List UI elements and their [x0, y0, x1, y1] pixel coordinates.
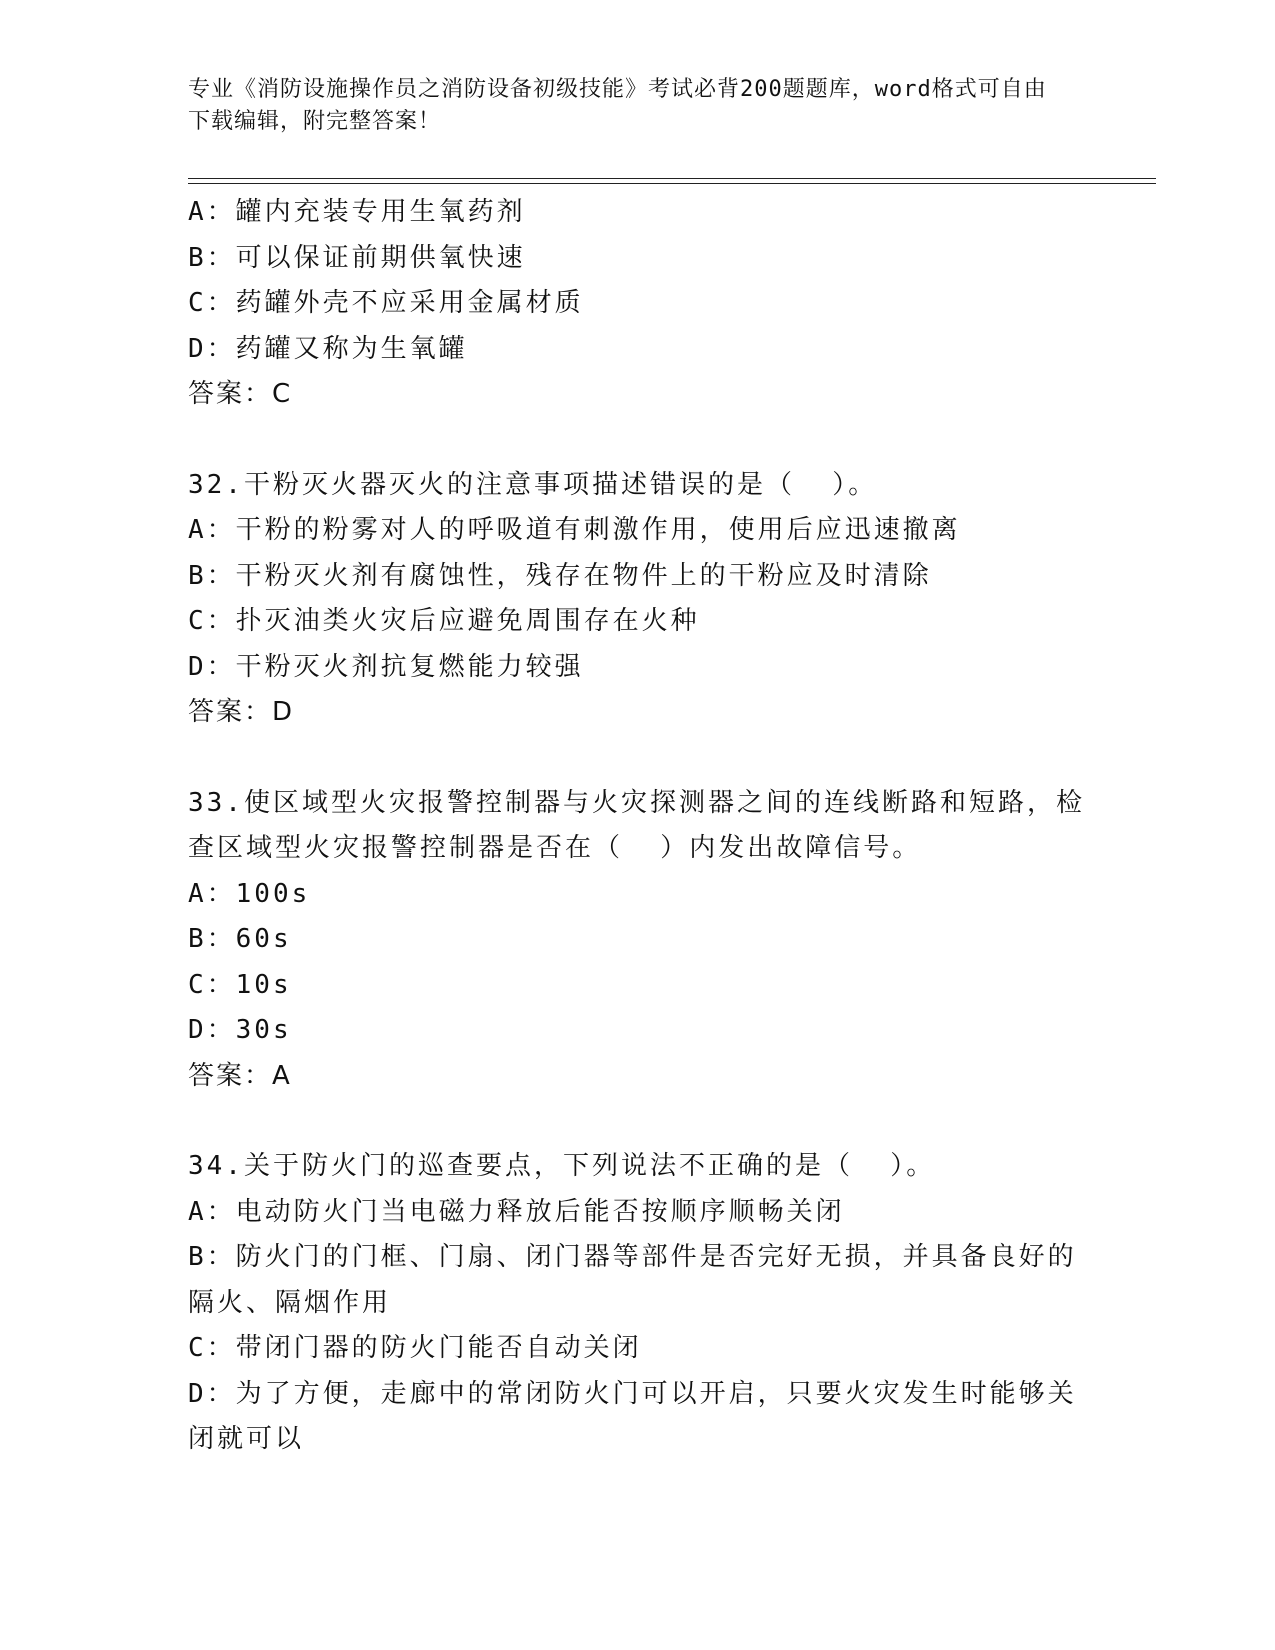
option-d: D：30s: [188, 1015, 292, 1045]
option-d-cont: 闭就可以: [188, 1424, 305, 1454]
spacer: [188, 736, 1088, 781]
option-b-cont: 隔火、隔烟作用: [188, 1287, 392, 1318]
option-c: C：扑灭油类火灾后应避免周围存在火种: [188, 606, 700, 636]
question-33: [188, 781, 1088, 1100]
option-b: B：60s: [188, 924, 292, 954]
option-b: B：干粉灭火剂有腐蚀性，残存在物件上的干粉应及时清除: [188, 560, 932, 591]
question-list: [188, 190, 1088, 1463]
question-text: 34.关于防火门的巡查要点，下列说法不正确的是（ ）。: [188, 1151, 936, 1181]
answer: 答案：C: [188, 379, 293, 409]
option-d: D：药罐又称为生氧罐: [188, 333, 468, 364]
question-34: [188, 1144, 1088, 1463]
option-c: C：带闭门器的防火门能否自动关闭: [188, 1333, 642, 1363]
option-d: D：干粉灭火剂抗复燃能力较强: [188, 651, 584, 682]
question-text: 32.干粉灭火器灭火的注意事项描述错误的是（ ）。: [188, 469, 878, 500]
option-c: C：10s: [188, 969, 292, 1000]
header-rule-bottom: [188, 183, 1156, 184]
option-a: A：100s: [188, 878, 311, 909]
document-header: 专业《消防设施操作员之消防设备初级技能》考试必背200题题库，word格式可自由下载编辑，附完整答案！: [188, 77, 1047, 134]
answer: 答案：A: [188, 1060, 292, 1091]
header-rule-top: [188, 178, 1156, 179]
option-b: B：可以保证前期供氧快速: [188, 242, 526, 273]
option-a: A：电动防火门当电磁力释放后能否按顺序顺畅关闭: [188, 1196, 845, 1227]
question-text-cont: 查区域型火灾报警控制器是否在（ ）内发出故障信号。: [188, 833, 922, 863]
option-c: C：药罐外壳不应采用金属材质: [188, 288, 584, 318]
spacer: [188, 418, 1088, 463]
option-b: B：防火门的门框、门扇、闭门器等部件是否完好无损，并具备良好的: [188, 1242, 1077, 1272]
option-d: D：为了方便，走廊中的常闭防火门可以开启，只要火灾发生时能够关: [188, 1378, 1077, 1409]
question-32: [188, 463, 1088, 736]
option-a: A：干粉的粉雾对人的呼吸道有刺激作用，使用后应迅速撤离: [188, 515, 961, 545]
option-a: A：罐内充装专用生氧药剂: [188, 197, 526, 227]
spacer: [188, 1099, 1088, 1144]
question-31: [188, 190, 1088, 418]
question-text: 33.使区域型火灾报警控制器与火灾探测器之间的连线断路和短路，检: [188, 787, 1085, 818]
answer: 答案：D: [188, 697, 295, 727]
